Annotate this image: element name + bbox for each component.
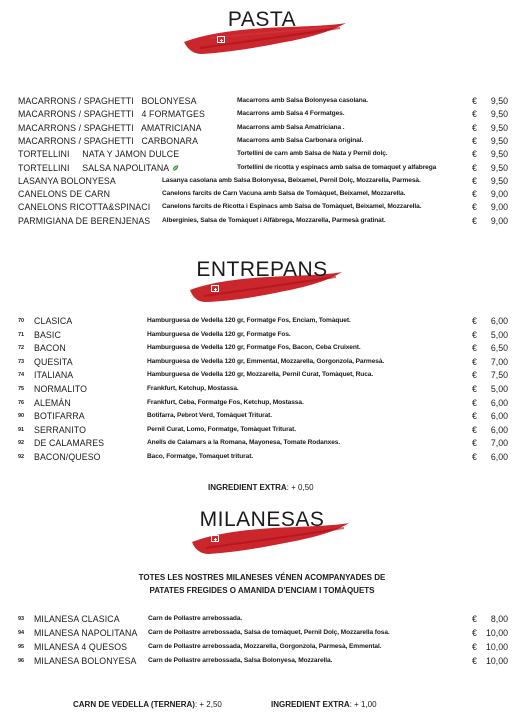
flag-icon [211,535,219,542]
menu-row [0,370,524,383]
item-number: 73 [18,358,25,365]
currency-symbol: € [472,614,477,624]
extra-value: : + 1,00 [349,700,377,709]
price-amount: 9,00 [490,215,508,226]
item-description: Baco, Formatge, Tomaquet triturat. [147,453,254,460]
item-name [34,343,66,353]
menu-row [0,425,524,438]
item-name-text: LASANYA BOLONYESA [18,175,116,186]
menu-row [0,189,524,202]
currency-symbol: € [472,384,477,394]
item-description: Macarrons amb Salsa 4 Formatges. [237,110,345,118]
currency-symbol: € [472,329,477,340]
menu-row [0,109,524,122]
ingredient-extra-note [271,700,377,709]
menu-row [0,163,524,176]
item-name [34,438,104,448]
price-amount: 7,00 [490,356,508,367]
menu-row [0,628,524,641]
item-description: Carn de Pollastre arrebossada, Mozzarella, Gorgonzola, Parmesà, Emmental. [148,643,382,650]
currency-symbol: € [472,343,477,354]
currency-symbol: € [472,356,477,367]
extra-label: INGREDIENT EXTRA [271,700,350,709]
item-name [34,398,71,408]
currency-symbol: € [472,628,477,638]
item-name-text: ITALIANA [34,370,74,381]
menu-row [0,316,524,329]
price-amount: 7,50 [490,370,508,381]
price-amount: 9,50 [490,96,508,106]
item-name-text: MACARRONS / SPAGHETTI AMATRICIANA [18,122,202,133]
menu-row [0,656,524,669]
item-name [18,176,116,186]
vegetarian-leaf-icon [172,164,179,172]
extra-label: CARN DE VEDELLA (TERNERA) [73,700,195,709]
price-amount: 6,00 [490,397,508,408]
item-name-text: MACARRONS / SPAGHETTI 4 FORMATGES [18,109,205,120]
currency-symbol: € [472,452,477,462]
item-description: Hamburguesa de Vedella 120 gr, Formatge Fos. [147,330,291,338]
currency-symbol: € [472,175,477,186]
price-amount: 10,00 [485,628,508,638]
entrepans-title: ENTREPANS [196,258,328,281]
item-description: Canelons farcits de Carn Vacuna amb Salsa de Tomàquet, Beixamel, Mozzarella. [162,190,406,198]
item-description: Tortellini de carn amb Salsa de Nata y Pernil dolç. [237,150,388,158]
price-amount: 8,00 [490,614,508,624]
item-description: Tortellini de ricotta y espinacs amb salsa de tomaquet y alfabrega [237,163,437,171]
item-number: 75 [18,386,25,392]
price-amount: 6,00 [490,316,508,326]
item-name [34,411,85,421]
item-description: Anells de Calamars a la Romana, Mayonesa, Tomate Rodanxes. [147,439,341,447]
price-amount: 9,00 [490,202,508,213]
item-description: Hamburguesa de Vedella 120 gr, Formatge Fos, Bacon, Ceba Cruixent. [147,344,361,352]
item-description: Pernil Curat, Lomo, Formatge, Tomàquet Triturat. [147,425,296,433]
price-amount: 6,00 [490,411,508,422]
currency-symbol: € [472,316,477,326]
price-amount: 9,50 [490,109,508,120]
item-number: 74 [18,372,25,379]
menu-row [0,330,524,343]
item-description: Albergínies, Salsa de Tomàquet i Alfàbrega, Mozzarella, Parmesà gratinat. [162,216,386,224]
item-name [34,370,73,380]
price-amount: 10,00 [485,656,508,666]
milanesas-intro-line2: PATATES FREGIDES O AMANIDA D'ENCIAM I TOMÀQUETS [149,586,375,595]
item-name-text: MILANESA 4 QUESOS [34,642,128,652]
item-number: 93 [18,616,25,622]
item-name [18,123,202,133]
item-name [34,425,86,435]
item-name-text: SERRANITO [34,424,87,435]
item-name [18,202,150,212]
menu-row [0,216,524,229]
item-description: Macarrons amb Salsa Bolonyesa casolana. [237,97,368,104]
item-name-text: TORTELLINI SALSA NAPOLITANA [18,162,170,173]
item-name [34,316,72,326]
pasta-title: PASTA [227,8,297,31]
item-name-text: MILANESA BOLONYESA [34,656,137,666]
item-number: 92 [18,440,25,447]
menu-row [0,411,524,424]
item-name-text: BASIC [34,329,61,340]
currency-symbol: € [472,397,477,408]
item-name-text: PARMIGIANA DE BERENJENAS [18,215,151,226]
item-name-text: MACARRONS / SPAGHETTI CARBONARA [18,135,199,146]
item-number: 71 [18,331,25,338]
price-amount: 6,00 [490,424,508,435]
item-name-text: BACON/QUESO [34,452,101,462]
extra-value: : + 2,50 [194,700,222,709]
currency-symbol: € [472,202,477,213]
item-name-text: NORMALITO [34,384,88,394]
currency-symbol: € [472,370,477,381]
extra-label: INGREDIENT EXTRA [208,483,287,492]
currency-symbol: € [472,189,477,200]
price-amount: 5,00 [490,329,508,340]
item-name-text: CLASICA [34,316,73,326]
flag-icon [211,285,219,292]
menu-row [0,123,524,136]
item-number: 72 [18,345,25,352]
item-number: 76 [18,399,25,406]
currency-symbol: € [472,149,477,160]
item-name [34,357,73,367]
item-description: Carn de Pollastre arrebossada. [148,615,243,622]
item-name [18,109,205,119]
price-amount: 9,50 [490,149,508,160]
item-name [18,216,150,226]
menu-row [0,642,524,655]
item-number: 92 [18,454,25,460]
price-amount: 9,00 [490,189,508,200]
currency-symbol: € [472,96,477,106]
item-description: Macarrons amb Salsa Carbonara original. [237,136,364,144]
currency-symbol: € [472,135,477,146]
menu-row [0,384,524,397]
menu-row [0,398,524,411]
item-description: Hamburguesa de Vedella 120 gr, Mozzarella, Pernil Curat, Tomàquet, Ruca. [147,371,374,379]
item-name [18,136,198,146]
carn-vedella-note [73,700,222,709]
item-name [18,149,179,159]
milanesas-title: MILANESAS [199,508,325,531]
item-name-text: MACARRONS / SPAGHETTI BOLONYESA [18,96,197,106]
flag-icon [217,36,225,43]
price-amount: 9,50 [490,135,508,146]
currency-symbol: € [472,162,477,173]
item-number: 96 [18,658,25,664]
item-description: Botifarra, Pebrot Verd, Tomàquet Triturat. [147,412,273,420]
item-number: 94 [18,630,25,636]
menu-row [0,176,524,189]
price-amount: 9,50 [490,162,508,173]
currency-symbol: € [472,438,477,449]
item-description: Hamburguesa de Vedella 120 gr, Formatge Fos, Enciam, Tomàquet. [147,317,351,324]
price-amount: 6,50 [490,343,508,354]
menu-row [0,96,524,109]
price-amount: 9,50 [490,175,508,186]
item-name [34,642,127,652]
price-amount: 6,00 [490,452,508,462]
item-name-text: DE CALAMARES [34,438,105,449]
menu-row [0,357,524,370]
price-amount: 10,00 [485,642,508,652]
item-name [34,656,137,666]
item-name [34,614,120,624]
item-name-text: MILANESA CLASICA [34,614,120,624]
item-description: Macarrons amb Salsa Amatriciana . [237,123,345,131]
item-name-text: QUESITA [34,356,73,367]
currency-symbol: € [472,656,477,666]
price-amount: 9,50 [490,122,508,133]
item-name-text: TORTELLINI NATA Y JAMON DULCE [18,149,180,160]
currency-symbol: € [472,215,477,226]
item-description: Canelons farcits de Ricotta i Espinacs amb Salsa de Tomàquet, Beixamel, Mozzarella. [162,203,422,211]
item-name-text: CANELONS DE CARN [18,189,111,200]
item-name-text: ALEMÁN [34,397,71,408]
item-name [18,163,179,173]
menu-row [0,202,524,215]
item-name [18,96,197,106]
menu-row [0,452,524,465]
item-name-text: BACON [34,343,66,354]
milanesas-intro-line1: TOTES LES NOSTRES MILANESES VÉNEN ACOMPANYADES DE [138,573,386,582]
item-description: Lasanya casolana amb Salsa Bolonyesa, Beixamel, Pernil Dolç, Mozzarella, Parmesà. [162,176,421,184]
item-name [34,452,101,462]
menu-row [0,438,524,451]
entrepans-extra-note [208,483,314,492]
item-number: 95 [18,644,25,650]
menu-row [0,136,524,149]
item-description: Carn de Pollastre arrebossada, Salsa Bolonyesa, Mozzarella. [148,657,333,664]
item-description: Frankfurt, Ketchup, Mostassa. [147,385,239,392]
item-number: 90 [18,413,25,420]
currency-symbol: € [472,122,477,133]
menu-row [0,614,524,627]
item-name [34,384,87,394]
item-number: 91 [18,426,25,433]
menu-row [0,343,524,356]
extra-value: : + 0,50 [286,483,314,492]
item-name [34,628,137,638]
price-amount: 7,00 [490,438,508,449]
item-description: Hamburguesa de Vedella 120 gr, Emmental, Mozzarella, Gorgonzola, Parmesà. [147,357,385,365]
price-amount: 5,00 [490,384,508,394]
item-name-text: BOTIFARRA [34,411,85,422]
item-description: Frankfurt, Ceba, Formatge Fos, Ketchup, Mostassa. [147,398,304,406]
item-name [34,330,61,340]
item-number: 70 [18,318,25,324]
currency-symbol: € [472,109,477,120]
menu-row [0,149,524,162]
currency-symbol: € [472,411,477,422]
item-name-text: MILANESA NAPOLITANA [34,628,138,638]
item-name [18,189,110,199]
currency-symbol: € [472,642,477,652]
item-name-text: CANELONS RICOTTA&SPINACI [18,202,151,213]
currency-symbol: € [472,424,477,435]
item-description: Carn de Pollastre arrebossada, Salsa de tomàquet, Pernil Dolç, Mozzarella fosa. [148,629,390,636]
